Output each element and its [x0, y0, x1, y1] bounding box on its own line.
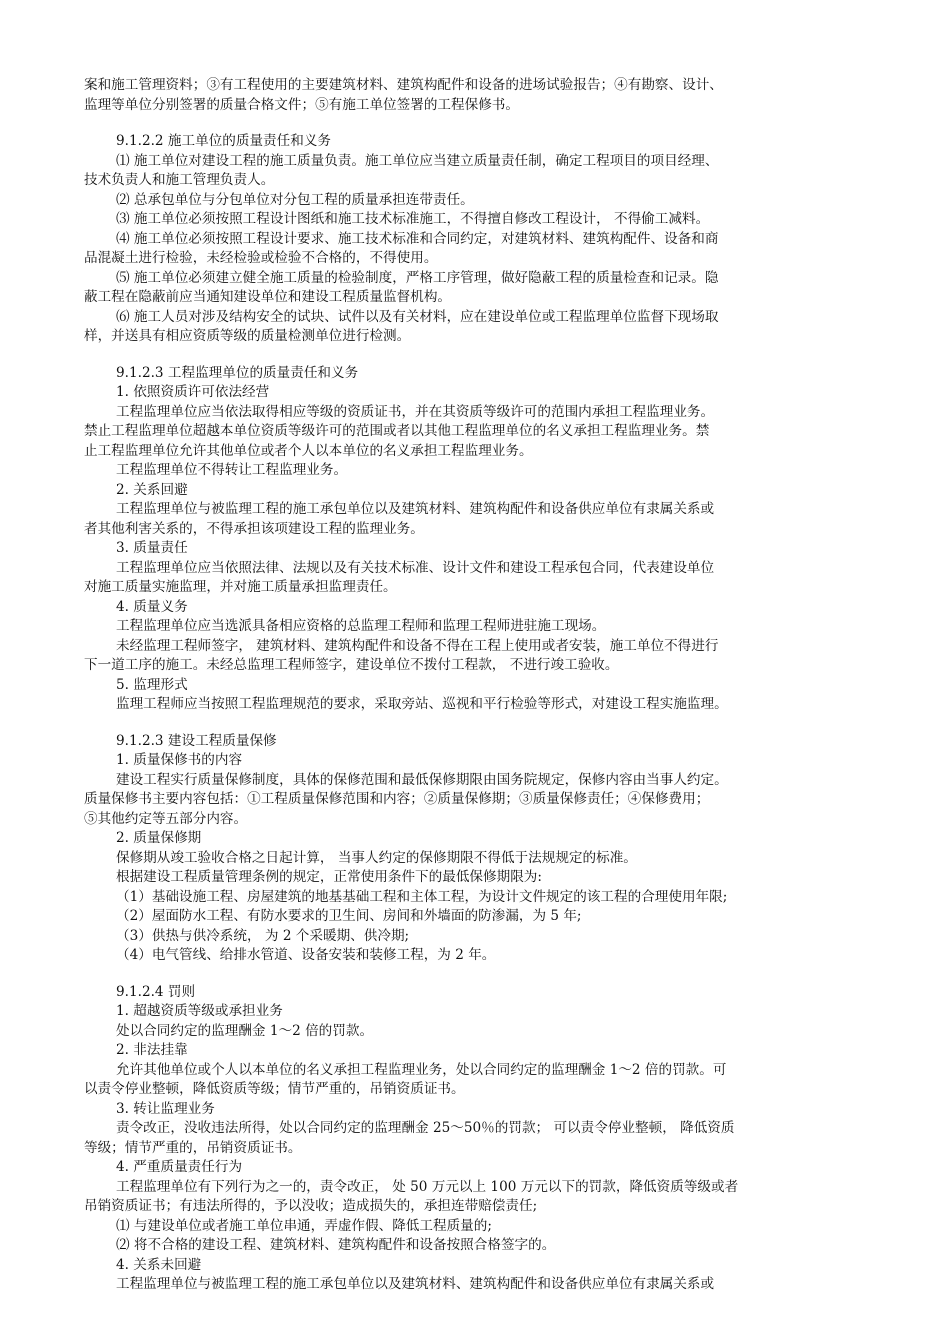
body-text-line: 2. 关系回避: [116, 481, 188, 498]
body-text-line: ⑶ 施工单位必须按照工程设计图纸和施工技术标准施工，不得擅自修改工程设计， 不得偷工减料。: [116, 211, 710, 227]
body-text-line: 5. 监理形式: [116, 676, 188, 693]
section-heading: 9.1.2.3 建设工程质量保修: [116, 732, 277, 749]
body-text-line: ⑵ 将不合格的建设工程、建筑材料、建筑构配件和设备按照合格签字的。: [116, 1237, 556, 1253]
body-text-line: 4. 质量义务: [116, 598, 188, 615]
body-text-line: 质量保修书主要内容包括：①工程质量保修范围和内容；②质量保修期；③质量保修责任；④保修费用；: [84, 791, 710, 807]
body-text-line: 建设工程实行质量保修制度，具体的保修范围和最低保修期限由国务院规定，保修内容由当事人约定。: [116, 771, 728, 788]
section-heading: 9.1.2.2 施工单位的质量责任和义务: [116, 133, 332, 149]
body-text-line: 保修期从竣工验收合格之日起计算， 当事人约定的保修期限不得低于法规规定的标准。: [116, 849, 637, 866]
body-text-line: 监理等单位分别签署的质量合格文件；⑤有施工单位签署的工程保修书。: [84, 96, 519, 113]
body-text-line: 工程监理单位应当依法取得相应等级的资质证书，并在其资质等级许可的范围内承担工程监理业务。: [116, 403, 715, 420]
body-text-line: 对施工质量实施监理，并对施工质量承担监理责任。: [84, 579, 397, 595]
body-text-line: 工程监理单位应当依照法律、法规以及有关技术标准、设计文件和建设工程承包合同，代表建设单位: [116, 559, 715, 576]
body-text-line: 下一道工序的施工。未经总监理工程师签字，建设单位不拨付工程款， 不进行竣工验收。: [84, 657, 619, 673]
section-heading: 9.1.2.4 罚则: [116, 983, 196, 1000]
body-text-line: 允许其他单位或个人以本单位的名义承担工程监理业务，处以合同约定的监理酬金 1～2 倍的罚款。可: [116, 1061, 727, 1078]
body-text-line: 4. 关系未回避: [116, 1256, 202, 1273]
body-text-line: 样，并送具有相应资质等级的质量检测单位进行检测。: [84, 328, 411, 344]
body-text-line: ⑤其他约定等五部分内容。: [84, 810, 248, 827]
body-text-line: 1. 质量保修书的内容: [116, 752, 243, 768]
body-text-line: 2. 质量保修期: [116, 830, 202, 846]
document-page: [84, 76, 876, 1295]
body-text-line: 1. 依照资质许可依法经营: [116, 384, 270, 400]
body-text-line: 工程监理单位有下列行为之一的，责令改正， 处 50 万元以上 100 万元以下的罚款，降低资质等级或者: [116, 1178, 739, 1195]
body-text-line: 4. 严重质量责任行为: [116, 1159, 243, 1175]
body-text-line: 技术负责人和施工管理负责人。: [84, 172, 275, 188]
body-text-line: 品混凝土进行检验，未经检验或检验不合格的，不得使用。: [84, 250, 438, 266]
body-text-line: ⑵ 总承包单位与分包单位对分包工程的质量承担连带责任。: [116, 191, 474, 208]
body-text-line: （2）屋面防水工程、有防水要求的卫生间、房间和外墙面的防渗漏，为 5 年;: [116, 908, 582, 924]
body-text-line: 止工程监理单位允许其他单位或者个人以本单位的名义承担工程监理业务。: [84, 442, 533, 459]
body-text-line: 处以合同约定的监理酬金 1～2 倍的罚款。: [116, 1022, 374, 1039]
body-text-line: 未经监理工程师签字， 建筑材料、建筑构配件和设备不得在工程上使用或者安装，施工单位不得进行: [116, 637, 719, 654]
body-text-line: （4）电气管线、给排水管道、设备安装和装修工程，为 2 年。: [116, 947, 496, 963]
body-text-line: 以责令停业整顿，降低资质等级；情节严重的，吊销资质证书。: [84, 1081, 465, 1097]
body-text-line: ⑴ 施工单位对建设工程的施工质量负责。施工单位应当建立质量责任制，确定工程项目的项目经理、: [116, 152, 719, 169]
body-text-line: 监理工程师应当按照工程监理规范的要求，采取旁站、巡视和平行检验等形式，对建设工程实施监理。: [116, 696, 728, 712]
body-text-line: 蔽工程在隐蔽前应当通知建设单位和建设工程质量监督机构。: [84, 289, 452, 305]
body-text-line: 工程监理单位与被监理工程的施工承包单位以及建筑材料、建筑构配件和设备供应单位有隶属关系或: [116, 1276, 715, 1292]
section-heading: 9.1.2.3 工程监理单位的质量责任和义务: [116, 364, 359, 381]
body-text-line: 工程监理单位不得转让工程监理业务。: [116, 462, 348, 478]
body-text-line: 3. 质量责任: [116, 540, 188, 556]
body-text-line: 等级；情节严重的，吊销资质证书。: [84, 1139, 302, 1156]
body-text-line: ⑴ 与建设单位或者施工单位串通，弄虚作假、降低工程质量的;: [116, 1217, 492, 1234]
body-text-line: 1. 超越资质等级或承担业务: [116, 1003, 283, 1019]
body-text-line: 者其他利害关系的，不得承担该项建设工程的监理业务。: [84, 520, 424, 537]
body-text-line: ⑷ 施工单位必须按照工程设计要求、施工技术标准和合同约定，对建筑材料、建筑构配件、设备和商: [116, 230, 719, 247]
body-text-line: 案和施工管理资料；③有工程使用的主要建筑材料、建筑构配件和设备的进场试验报告；④有勘察、设计、: [84, 77, 723, 93]
body-text-line: ⑹ 施工人员对涉及结构安全的试块、试件以及有关材料，应在建设单位或工程监理单位监督下现场取: [116, 308, 719, 325]
body-text-line: 吊销资质证书；有违法所得的，予以没收；造成损失的，承担连带赔偿责任;: [84, 1198, 538, 1214]
body-text-line: 工程监理单位与被监理工程的施工承包单位以及建筑材料、建筑构配件和设备供应单位有隶属关系或: [116, 501, 715, 517]
body-text-line: 根据建设工程质量管理条例的规定，正常使用条件下的最低保修期限为:: [116, 869, 542, 885]
body-text-line: （3）供热与供冷系统， 为 2 个采暖期、供冷期;: [116, 927, 410, 944]
body-text-line: 禁止工程监理单位超越本单位资质等级许可的范围或者以其他工程监理单位的名义承担工程监理业务。禁: [84, 423, 710, 439]
body-text-line: 责令改正，没收违法所得，处以合同约定的监理酬金 25～50％的罚款； 可以责令停业整顿， 降低资质: [116, 1120, 735, 1136]
body-text-line: 2. 非法挂靠: [116, 1042, 188, 1058]
body-text-line: 工程监理单位应当选派具备相应资格的总监理工程师和监理工程师进驻施工现场。: [116, 618, 606, 634]
body-text-line: （1）基础设施工程、房屋建筑的地基基础工程和主体工程，为设计文件规定的该工程的合理使用年限;: [116, 888, 728, 905]
body-text-line: ⑸ 施工单位必须建立健全施工质量的检验制度，严格工序管理，做好隐蔽工程的质量检查和记录。隐: [116, 269, 719, 286]
body-text-line: 3. 转让监理业务: [116, 1100, 215, 1117]
